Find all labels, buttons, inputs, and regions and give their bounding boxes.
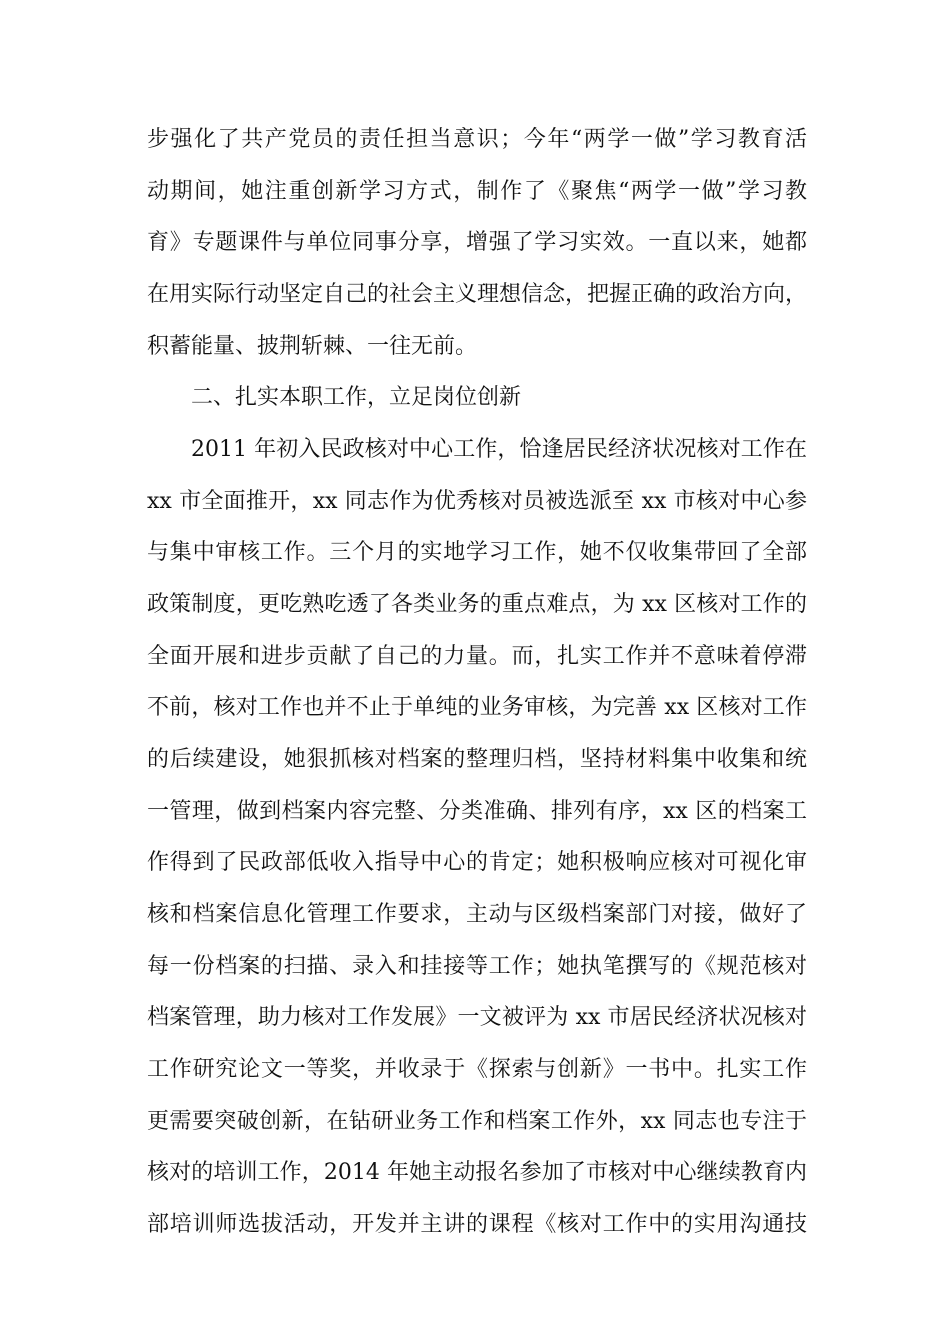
text-line: 的后续建设，她狠抓核对档案的整理归档，坚持材料集中收集和统 (147, 747, 807, 772)
text-line: 每一份档案的扫描、录入和挂接等工作；她执笔撰写的《规范核对 (147, 954, 807, 979)
section-heading: 二、扎实本职工作，立足岗位创新 (191, 385, 522, 410)
text-line: 更需要突破创新，在钻研业务工作和档案工作外，xx 同志也专注于 (147, 1109, 807, 1134)
text-line: 部培训师选拔活动，开发并主讲的课程《核对工作中的实用沟通技 (147, 1212, 807, 1237)
text-line: 在用实际行动坚定自己的社会主义理想信念，把握正确的政治方向， (147, 282, 807, 307)
text-line: 不前，核对工作也并不止于单纯的业务审核，为完善 xx 区核对工作 (147, 695, 807, 720)
text-line: 动期间，她注重创新学习方式，制作了《聚焦“两学一做”学习教 (147, 179, 807, 204)
text-line: 核对的培训工作，2014 年她主动报名参加了市核对中心继续教育内 (147, 1160, 807, 1185)
text-line: 全面开展和进步贡献了自己的力量。而，扎实工作并不意味着停滞 (147, 644, 807, 669)
text-line: 核和档案信息化管理工作要求，主动与区级档案部门对接，做好了 (147, 902, 807, 927)
text-line: 一管理，做到档案内容完整、分类准确、排列有序，xx 区的档案工 (147, 799, 807, 824)
text-line: 育》专题课件与单位同事分享，增强了学习实效。一直以来，她都 (147, 230, 807, 255)
text-line: 积蓄能量、披荆斩棘、一往无前。 (147, 334, 478, 359)
text-line: 步强化了共产党员的责任担当意识；今年“两学一做”学习教育活 (147, 127, 807, 152)
text-line: 政策制度，更吃熟吃透了各类业务的重点难点，为 xx 区核对工作的 (147, 592, 807, 617)
text-line: 2011 年初入民政核对中心工作，恰逢居民经济状况核对工作在 (191, 437, 807, 462)
text-line: xx 市全面推开，xx 同志作为优秀核对员被选派至 xx 市核对中心参 (147, 489, 807, 514)
text-line: 工作研究论文一等奖，并收录于《探索与创新》一书中。扎实工作 (147, 1057, 807, 1082)
text-line: 作得到了民政部低收入指导中心的肯定；她积极响应核对可视化审 (147, 850, 807, 875)
text-line: 档案管理，助力核对工作发展》一文被评为 xx 市居民经济状况核对 (147, 1005, 807, 1030)
text-line: 与集中审核工作。三个月的实地学习工作，她不仅收集带回了全部 (147, 540, 807, 565)
